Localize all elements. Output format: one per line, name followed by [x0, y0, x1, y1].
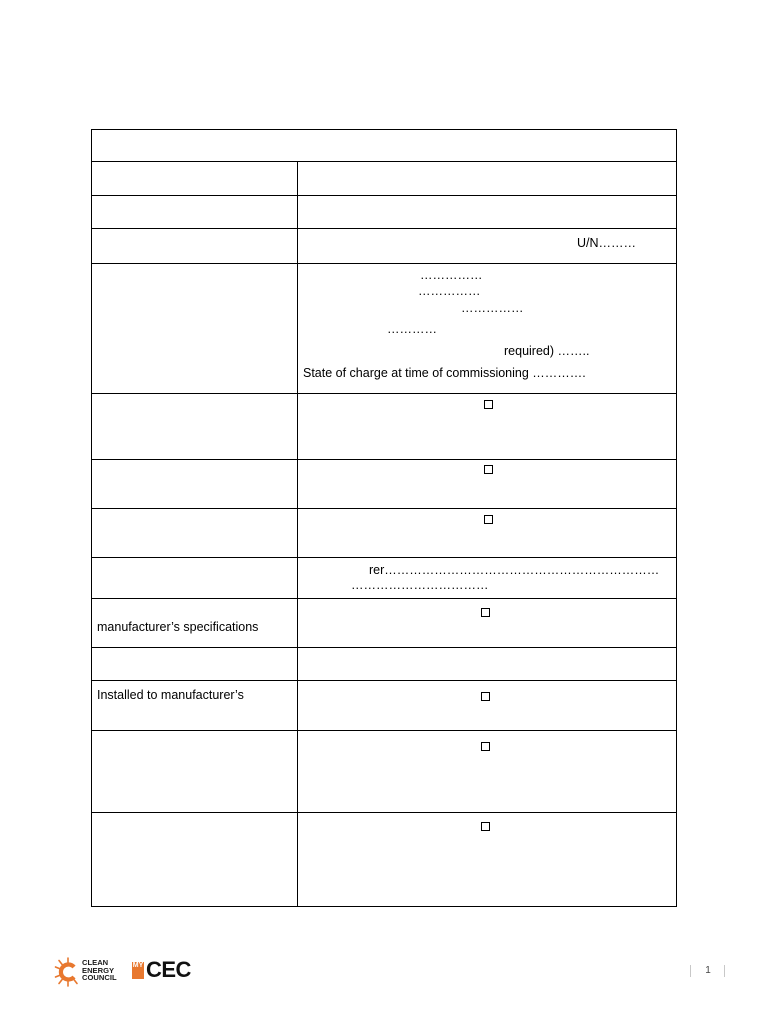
manufacturer-field-cont[interactable]: ……………………………	[351, 578, 489, 592]
state-of-charge-field[interactable]: State of charge at time of commissioning ………….	[303, 366, 586, 380]
blank-dots-1[interactable]: ……………	[420, 268, 483, 282]
row-divider	[91, 263, 677, 264]
checkbox[interactable]	[481, 608, 490, 617]
blank-dots-2[interactable]: ……………	[418, 284, 481, 298]
row-divider	[91, 459, 677, 460]
divider	[724, 965, 725, 977]
divider	[690, 965, 691, 977]
row-divider	[91, 228, 677, 229]
row-label-specifications: manufacturer’s specifications	[97, 620, 259, 634]
my-badge: MY	[132, 962, 144, 979]
row-divider	[91, 393, 677, 394]
blank-dots-3[interactable]: ……………	[461, 301, 524, 315]
row-divider	[91, 598, 677, 599]
cec-wordmark: CEC	[146, 957, 191, 982]
checkbox[interactable]	[481, 822, 490, 831]
row-divider	[91, 557, 677, 558]
logo-wordmark: CLEAN ENERGY COUNCIL	[82, 958, 117, 983]
checkbox[interactable]	[484, 515, 493, 524]
row-divider	[91, 680, 677, 681]
row-divider	[91, 730, 677, 731]
row-divider	[91, 508, 677, 509]
checkbox[interactable]	[484, 465, 493, 474]
row-divider	[91, 195, 677, 196]
blank-dots-4[interactable]: …………	[387, 322, 437, 336]
page-number	[688, 964, 728, 978]
checkbox[interactable]	[481, 742, 490, 751]
row-label-installed: Installed to manufacturer’s	[97, 688, 244, 702]
row-divider	[91, 647, 677, 648]
column-divider	[297, 161, 298, 907]
clean-energy-council-logo	[54, 956, 199, 988]
checkbox[interactable]	[481, 692, 490, 701]
row-divider	[91, 812, 677, 813]
row-divider	[91, 161, 677, 162]
manufacturer-field[interactable]: rer…………………………………………………………	[369, 563, 660, 577]
page-number-value: 1	[705, 965, 711, 976]
required-field[interactable]: required) ……..	[504, 344, 590, 358]
checkbox[interactable]	[484, 400, 493, 409]
unit-number-field[interactable]: U/N………	[577, 236, 637, 250]
sun-icon	[54, 956, 82, 988]
